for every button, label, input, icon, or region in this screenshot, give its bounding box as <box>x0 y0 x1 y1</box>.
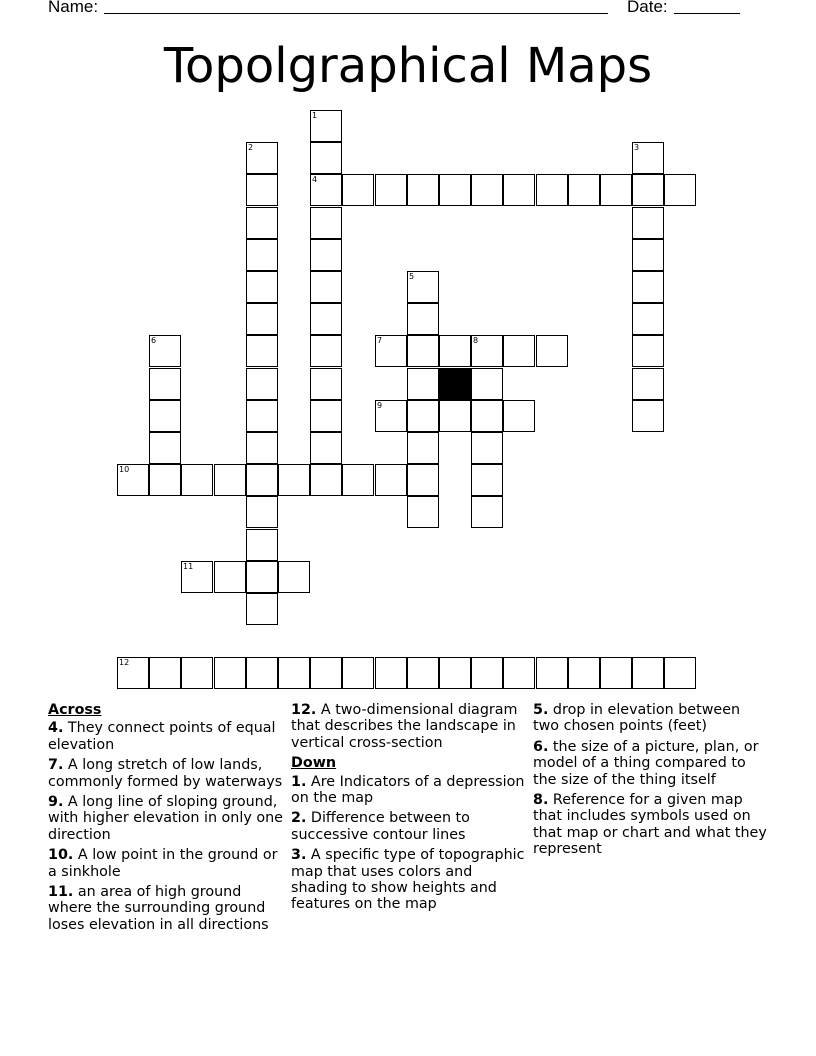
crossword-cell[interactable] <box>407 496 439 528</box>
crossword-cell[interactable] <box>439 335 471 367</box>
crossword-cell[interactable] <box>310 464 342 496</box>
crossword-cell[interactable] <box>471 368 503 400</box>
crossword-cell[interactable] <box>568 657 600 689</box>
crossword-cell[interactable] <box>342 174 374 206</box>
crossword-cell[interactable] <box>632 239 664 271</box>
clue-number: 8 <box>473 336 479 345</box>
across-clue-list-continued <box>291 702 527 751</box>
date-label: Date: <box>627 0 668 16</box>
clue-item <box>533 739 769 788</box>
crossword-cell[interactable] <box>246 657 278 689</box>
crossword-cell[interactable] <box>632 303 664 335</box>
clue-item <box>48 757 284 790</box>
across-heading: Across <box>48 702 102 718</box>
clue-text: Reference for a given map that includes symbols used on that map or chart and what they represent <box>533 792 767 858</box>
crossword-cell[interactable] <box>632 174 664 206</box>
clue-number-label: 11. <box>48 884 74 901</box>
crossword-cell[interactable] <box>407 335 439 367</box>
crossword-cell[interactable] <box>310 271 342 303</box>
clue-item <box>291 810 527 843</box>
clue-column-3 <box>533 702 769 862</box>
crossword-cell[interactable] <box>117 464 149 496</box>
crossword-cell[interactable] <box>149 432 181 464</box>
crossword-cell[interactable] <box>246 142 278 174</box>
crossword-cell[interactable] <box>310 142 342 174</box>
crossword-cell[interactable] <box>407 368 439 400</box>
clue-number-label: 4. <box>48 720 64 737</box>
clue-text: A specific type of topographic map that uses colors and shading to show heights and features on the map <box>291 847 525 913</box>
crossword-cell[interactable] <box>471 657 503 689</box>
crossword-cell[interactable] <box>375 464 407 496</box>
down-heading: Down <box>291 755 337 772</box>
crossword-cell[interactable] <box>310 400 342 432</box>
crossword-cell[interactable] <box>471 335 503 367</box>
crossword-cell[interactable] <box>310 174 342 206</box>
crossword-cell[interactable] <box>407 464 439 496</box>
clue-number-label: 9. <box>48 794 64 811</box>
crossword-cell[interactable] <box>407 400 439 432</box>
clue-column-2 <box>291 702 527 917</box>
crossword-cell[interactable] <box>310 110 342 142</box>
crossword-cell[interactable] <box>342 464 374 496</box>
crossword-cell[interactable] <box>471 496 503 528</box>
across-clue-list <box>48 720 284 933</box>
crossword-cell[interactable] <box>278 657 310 689</box>
crossword-cell[interactable] <box>407 432 439 464</box>
crossword-cell[interactable] <box>214 561 246 593</box>
crossword-cell[interactable] <box>632 368 664 400</box>
puzzle-title: Topolgraphical Maps <box>163 38 653 94</box>
clue-number-label: 7. <box>48 757 64 774</box>
crossword-cell[interactable] <box>471 464 503 496</box>
clue-item <box>48 720 284 753</box>
clue-number: 9 <box>377 401 383 410</box>
clue-item <box>291 774 527 807</box>
crossword-cell[interactable] <box>310 368 342 400</box>
crossword-cell[interactable] <box>407 271 439 303</box>
crossword-cell[interactable] <box>375 174 407 206</box>
crossword-cell[interactable] <box>632 142 664 174</box>
clue-item <box>533 792 769 858</box>
crossword-cell[interactable] <box>149 368 181 400</box>
clue-text: A long stretch of low lands, commonly formed by waterways <box>48 757 283 790</box>
crossword-cell[interactable] <box>214 464 246 496</box>
crossword-cell[interactable] <box>310 335 342 367</box>
crossword-cell[interactable] <box>503 335 535 367</box>
clue-number: 10 <box>119 465 130 474</box>
crossword-cell[interactable] <box>536 335 568 367</box>
crossword-cell[interactable] <box>149 400 181 432</box>
crossword-cell[interactable] <box>149 335 181 367</box>
crossword-cell[interactable] <box>407 657 439 689</box>
crossword-cell[interactable] <box>503 657 535 689</box>
crossword-cell[interactable] <box>407 174 439 206</box>
clue-number-label: 12. <box>291 702 317 718</box>
clue-text: Difference between to successive contour lines <box>291 810 470 843</box>
clue-text: Are Indicators of a depression on the map <box>291 773 525 807</box>
crossword-cell[interactable] <box>149 657 181 689</box>
clue-text: an area of high ground where the surrounding ground loses elevation in all directions <box>48 884 269 933</box>
crossword-cell[interactable] <box>310 657 342 689</box>
clue-item <box>48 884 284 933</box>
clue-text: A low point in the ground or a sinkhole <box>48 847 278 880</box>
clue-number-label: 1. <box>291 773 307 790</box>
crossword-cell[interactable] <box>664 657 696 689</box>
clue-number-label: 8. <box>533 792 549 809</box>
crossword-cell[interactable] <box>246 464 278 496</box>
clue-number: 6 <box>151 336 157 345</box>
clue-text: They connect points of equal elevation <box>48 720 276 753</box>
crossword-cell[interactable] <box>310 207 342 239</box>
clue-text: drop in elevation between two chosen points (feet) <box>533 702 741 735</box>
crossword-cell[interactable] <box>310 303 342 335</box>
crossword-cell[interactable] <box>664 174 696 206</box>
crossword-cell[interactable] <box>407 303 439 335</box>
crossword-cell[interactable] <box>503 400 535 432</box>
crossword-cell[interactable] <box>600 657 632 689</box>
crossword-cell[interactable] <box>375 657 407 689</box>
crossword-cell[interactable] <box>439 174 471 206</box>
crossword-cell[interactable] <box>246 432 278 464</box>
crossword-cell[interactable] <box>536 174 568 206</box>
crossword-cell[interactable] <box>149 464 181 496</box>
down-clue-list-continued <box>533 702 769 858</box>
crossword-cell[interactable] <box>246 561 278 593</box>
clue-number-label: 3. <box>291 847 307 864</box>
clue-number-label: 10. <box>48 847 74 864</box>
clue-number: 1 <box>312 111 318 120</box>
crossword-cell[interactable] <box>246 496 278 528</box>
crossword-cell[interactable] <box>246 593 278 625</box>
crossword-cell[interactable] <box>246 529 278 561</box>
clue-column-1 <box>48 702 284 937</box>
crossword-cell[interactable] <box>600 174 632 206</box>
crossword-cell[interactable] <box>632 207 664 239</box>
crossword-cell[interactable] <box>278 561 310 593</box>
name-label: Name: <box>48 0 99 16</box>
crossword-cell[interactable] <box>568 174 600 206</box>
clue-number: 7 <box>377 336 383 345</box>
crossword-cell[interactable] <box>503 174 535 206</box>
crossword-cell[interactable] <box>310 432 342 464</box>
crossword-cell[interactable] <box>632 400 664 432</box>
clue-text: the size of a picture, plan, or model of a thing compared to the size of the thing itself <box>533 738 759 788</box>
crossword-cell[interactable] <box>246 368 278 400</box>
clue-text: A long line of sloping ground, with higher elevation in only one direction <box>48 794 283 843</box>
crossword-cell[interactable] <box>246 174 278 206</box>
clue-number: 5 <box>409 272 415 281</box>
clue-item <box>48 847 284 880</box>
clue-number: 2 <box>248 143 254 152</box>
clue-item <box>533 702 769 735</box>
clue-item <box>48 794 284 843</box>
crossword-cell[interactable] <box>181 464 213 496</box>
crossword-cell[interactable] <box>181 561 213 593</box>
crossword-cell[interactable] <box>246 207 278 239</box>
crossword-cell[interactable] <box>471 400 503 432</box>
crossword-cell[interactable] <box>375 335 407 367</box>
down-clue-list <box>291 774 527 913</box>
clue-text: A two-dimensional diagram that describes the landscape in vertical cross-section <box>291 702 518 751</box>
crossword-cell[interactable] <box>246 400 278 432</box>
crossword-cell[interactable] <box>117 657 149 689</box>
clue-item <box>291 702 527 751</box>
crossword-cell[interactable] <box>632 657 664 689</box>
crossword-cell[interactable] <box>246 271 278 303</box>
crossword-cell[interactable] <box>471 432 503 464</box>
crossword-cell[interactable] <box>246 335 278 367</box>
clue-number: 12 <box>119 658 130 667</box>
crossword-cell[interactable] <box>181 657 213 689</box>
crossword-cell[interactable] <box>471 174 503 206</box>
clue-number-label: 6. <box>533 738 549 755</box>
crossword-cell[interactable] <box>536 657 568 689</box>
crossword-cell[interactable] <box>214 657 246 689</box>
crossword-cell[interactable] <box>632 335 664 367</box>
crossword-cell[interactable] <box>375 400 407 432</box>
crossword-cell[interactable] <box>632 271 664 303</box>
crossword-cell[interactable] <box>246 303 278 335</box>
clue-number-label: 2. <box>291 810 307 827</box>
clue-number: 11 <box>183 562 194 571</box>
crossword-cell[interactable] <box>439 657 471 689</box>
crossword-cell[interactable] <box>246 239 278 271</box>
crossword-cell[interactable] <box>342 657 374 689</box>
crossword-cell[interactable] <box>278 464 310 496</box>
crossword-cell[interactable] <box>439 400 471 432</box>
clue-number: 3 <box>634 143 640 152</box>
crossword-cell[interactable] <box>310 239 342 271</box>
clue-number-label: 5. <box>533 702 549 718</box>
clue-number: 4 <box>312 175 318 184</box>
crossword-block-cell <box>439 368 471 400</box>
clue-item <box>291 847 527 913</box>
